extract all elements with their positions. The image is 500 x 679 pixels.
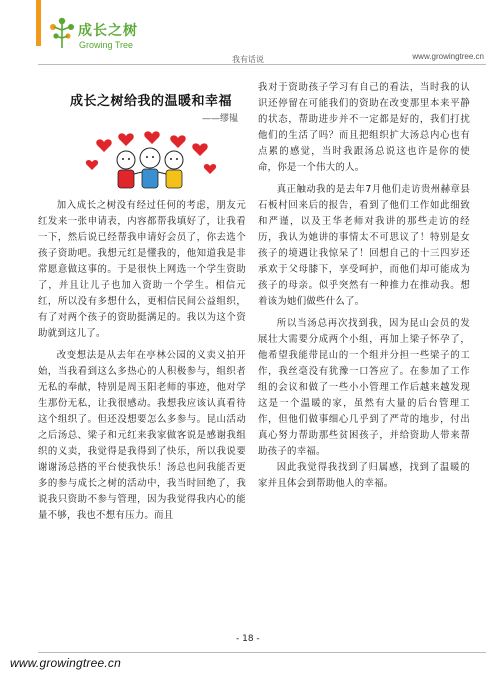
- left-column: [38, 90, 246, 524]
- header-divider: [38, 64, 486, 65]
- paragraph: 真正触动我的是去年7月他们走访贵州赫章县石板村回来后的报告，看到了他们工作如此细致和严谨，以及王华老师对我讲的那些走访的经历，我认为她讲的事情太不可思议了！特别是女孩子的境遇让我惊呆了！回想自己的十三四岁还承欢于父母膝下，享受呵护，而他们却可能成为孩子的母亲。似乎突然有一种推力在推动我。想着该为她们做些什么了。: [258, 184, 470, 307]
- logo-text-cn: 成长之树: [78, 23, 138, 39]
- paragraph: 因此我觉得我找到了归属感，找到了温暖的家并且体会到帮助他人的幸福。: [258, 462, 470, 489]
- page-header: [0, 0, 500, 70]
- section-label: 我有话说: [232, 55, 264, 64]
- footer-url[interactable]: www.growingtree.cn: [10, 656, 121, 670]
- accent-bar: [36, 0, 41, 46]
- paragraph: 所以当汤总再次找到我，因为昆山会员的发展壮大需要分成两个小组，再加上梁子怀孕了，他希望我能带昆山的一个组并分担一些梁子的工作，我丝毫没有犹豫一口答应了。在参加了工作组的会议和做了一些小小管理工作后越来越发现这是一个温暖的家，虽然有大量的后台管理工作，但他们做事细心几乎到了严苛的地步，付出真心努力帮助那些贫困孩子，并给资助人带来帮助孩子的幸福。: [258, 318, 470, 457]
- logo[interactable]: [48, 16, 178, 60]
- paragraph: 我对于资助孩子学习有自己的看法，当时我的认识还停留在可能我们的资助在改变那里本来平静的状态，帮助进步并不一定都是好的，我们打扰他们的生活了吗？而且把组织扩大汤总内心也有点累的感觉，当时我跟汤总说这也许是你的使命，你是一个伟大的人。: [258, 82, 470, 173]
- page-number: - 18 -: [236, 634, 260, 644]
- paragraph: 加入成长之树没有经过任何的考虑，朋友元红发来一张申请表，内容都帮我填好了，让我看一下，然后说已经帮我申请好会员了，你去选个孩子资助吧。我想元红是懂我的，他知道我是非常愿意做这事的。于是很快上网选一个学生资助了，并且让儿子也加入资助一个学生。相信元红，所以没有多想什么，更相信民间公益组织，有了对两个孩子的资助挺满足的。我以为这个资助就到这儿了。: [38, 200, 246, 339]
- logo-text-en: Growing Tree: [79, 40, 134, 50]
- article-title: 成长之树给我的温暖和幸福: [70, 94, 233, 109]
- article-author: ——缪韫: [201, 114, 238, 124]
- paragraph: 改变想法是从去年在亭林公园的义卖义拍开始，当我看到这么多热心的人积极参与，组织者无私的奉献，特别是周玉阳老师的事迹，他对学生那份无私，让我很感动。我想我应该认真看待这个组织了。但还没想要怎么多参与。昆山活动之后汤总、梁子和元红来我家做客说是感谢我组织的义卖，我觉得是我得到了快乐，所以我说要谢谢汤总搭的平台使我快乐！汤总也问我能否更多的参与成长之树的活动中，我当时回绝了，我说我只资助不参与管理，因为我觉得我内心的能量不够，我也不想有压力。而且: [38, 350, 246, 521]
- right-column: [258, 80, 470, 492]
- tree-logo-icon: [48, 16, 76, 50]
- children-with-hearts-illustration: [64, 128, 234, 192]
- header-url[interactable]: www.growingtree.cn: [412, 52, 484, 61]
- footer-divider: [38, 652, 486, 653]
